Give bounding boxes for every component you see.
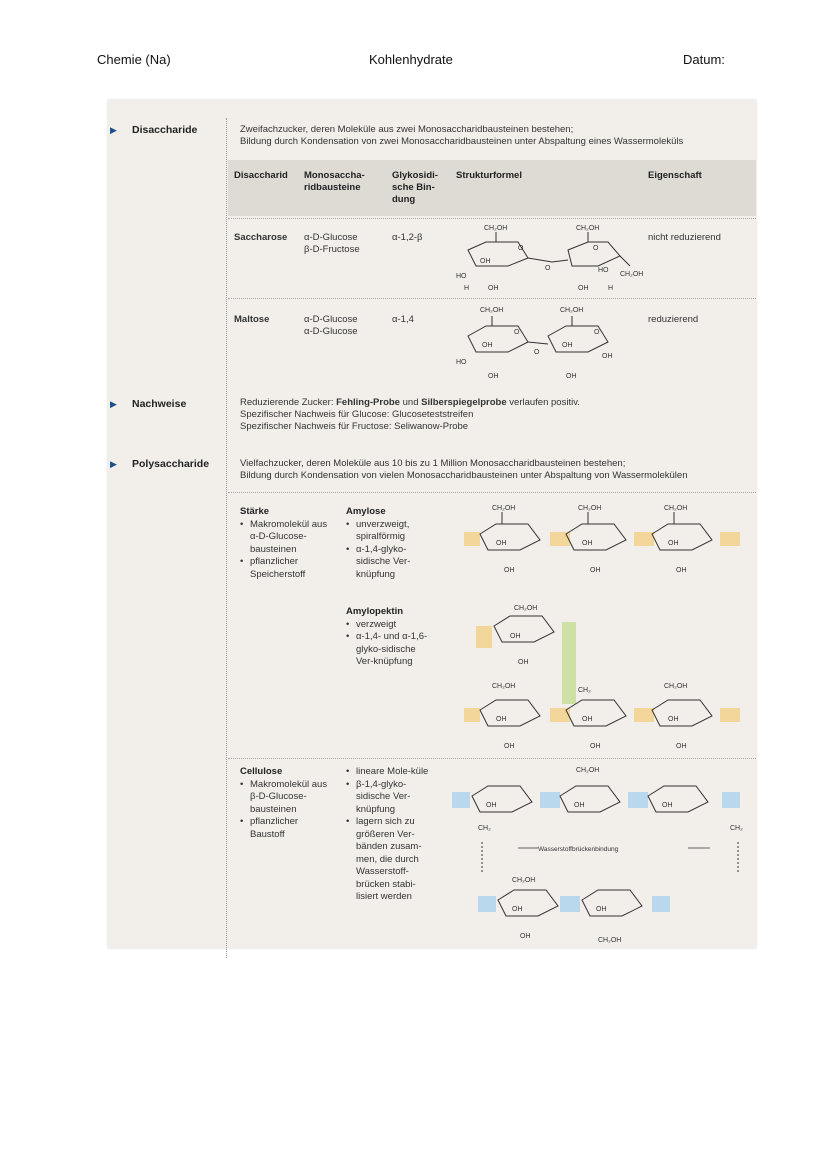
alpha-link-highlight [550,532,570,546]
ring-oxygen: O [518,245,524,252]
ch2oh-label: CH₂OH [492,683,516,690]
ch2oh-label: CH₂OH [484,225,508,232]
ch2oh-label: CH₂OH [480,307,504,314]
nachweise-line2: Spezifischer Nachweis für Glucose: Glucoseteststreifen [240,409,474,420]
beta-link-highlight [540,792,560,808]
header-subject: Chemie (Na) [97,52,171,67]
table-row-divider [228,218,756,219]
oh-label: OH [488,285,499,292]
cellulose-item: • pflanzlicher Baustoff [250,816,332,841]
beta-link-highlight [478,896,496,912]
hbond-label: Wasserstoffbrückenbindung [538,846,619,853]
oh-label: OH [496,716,507,723]
nachweise-text [240,397,580,433]
amylose-item: • α-1,4-glyko-sidische Ver-knüpfung [356,544,432,582]
oh-label: OH [488,373,499,380]
oh-label: OH [574,802,585,809]
oh-label: OH [590,567,601,574]
oh-label: OH [520,933,531,940]
oh-label: OH [662,802,673,809]
amylopektin-item: • α-1,4- und α-1,6-glyko-sidische Ver-knüpfung [356,631,432,669]
fehling-probe: Fehling-Probe [336,397,400,408]
amylopektin-block [346,606,432,669]
nachweise-label-text: Nachweise [132,398,187,410]
bullet-icon: ▶ [110,399,117,409]
row-saccharose-bond: α-1,2-β [392,232,423,243]
maltose-name: Maltose [234,314,270,325]
table-row-divider [228,298,756,299]
ch2oh-label: CH₂OH [576,767,600,774]
col-glyk-c: dung [392,194,416,205]
oh-label: OH [582,540,593,547]
amylose-title: Amylose [346,506,386,517]
col-glykosidisch [392,170,438,206]
alpha-link-highlight [464,532,480,546]
row-saccharose-name [234,232,287,244]
maltose-baustein-2: α-D-Glucose [304,326,358,337]
oh-label: OH [562,342,573,349]
alpha-link-highlight [476,626,492,648]
col-glyk-a: Glykosidi- [392,170,438,181]
saccharose-baustein-1: α-D-Glucose [304,232,358,243]
amylose-block [346,506,432,581]
staerke-title: Stärke [240,506,270,517]
alpha-link-highlight [550,708,570,722]
nachweise-line1 [240,397,580,409]
disaccharide-intro-line1: Zweifachzucker, deren Moleküle aus zwei Monosaccharidbausteinen bestehen; [240,124,574,135]
amylopektin-structure [458,596,756,756]
bullet-icon: ▶ [110,125,117,135]
staerke-item: • pflanzlicher Speicherstoff [250,556,332,581]
section-divider [228,492,756,493]
disaccharide-label-text: Disaccharide [132,124,198,136]
oh-label: OH [582,716,593,723]
ch2oh-label: CH₂OH [576,225,600,232]
vertical-divider [226,118,227,958]
beta-link-highlight [652,896,670,912]
oh-label: OH [480,258,491,265]
ring-oxygen: O [593,245,599,252]
oh-label: OH [512,906,523,913]
ch2oh-label: CH₂OH [664,505,688,512]
saccharose-baustein-2: β-D-Fructose [304,244,360,255]
amylose-structure [458,500,756,578]
oh-label: OH [504,567,515,574]
oh-label: OH [602,353,613,360]
nachweise-line1-suffix: verlaufen positiv. [506,397,580,408]
amylopektin-title: Amylopektin [346,606,404,617]
section-divider [228,758,756,759]
oh-label: OH [668,716,679,723]
nachweise-line3: Spezifischer Nachweis für Fructose: Seliwanow-Probe [240,421,469,432]
ch2-label: CH₂ [578,687,591,694]
ch2oh-label: CH₂OH [620,271,644,278]
silberspiegelprobe: Silberspiegelprobe [421,397,507,408]
col-strukturformel: Strukturformel [456,170,522,181]
oh-label: OH [676,567,687,574]
polysaccharide-label-text: Polysaccharide [132,458,210,470]
oh-label: OH [668,540,679,547]
disaccharide-intro [240,124,683,148]
branch-link-highlight [562,622,576,704]
maltose-structure [448,302,648,392]
ch2-label: CH₂ [730,825,743,832]
col-glyk-b: sche Bin- [392,182,435,193]
row-maltose-bond: α-1,4 [392,314,414,325]
textbook-page [108,100,756,948]
oh-label: OH [510,633,521,640]
row-saccharose-property: nicht reduzierend [648,232,721,243]
nachweise-line1-mid: und [399,397,422,408]
saccharose-name: Saccharose [234,232,288,243]
alpha-link-highlight [720,708,740,722]
ho-label: HO [456,273,467,280]
alpha-link-highlight [634,532,654,546]
staerke-item: • Makromolekül aus α-D-Glucose-bausteinen [250,519,332,557]
h-label: H [608,285,614,292]
alpha-link-highlight [634,708,654,722]
section-polysaccharide-label [110,458,210,470]
beta-link-highlight [452,792,470,808]
bridge-oxygen: O [534,349,540,356]
ch2oh-label: CH₂OH [560,307,584,314]
col-eigenschaft: Eigenschaft [648,170,702,181]
col-disaccharid: Disaccharid [234,170,288,181]
cellulose-title: Cellulose [240,766,283,777]
cellulose-prop: • β-1,4-glyko-sidische Ver-knüpfung [356,779,432,817]
header-topic: Kohlenhydrate [369,52,453,67]
oh-label: OH [518,659,529,666]
ch2oh-label: CH₂OH [492,505,516,512]
ch2oh-label: CH₂OH [664,683,688,690]
section-nachweise-label [110,398,187,410]
oh-label: OH [578,285,589,292]
cellulose-structure [448,762,754,946]
ch2oh-label: CH₂OH [598,937,622,944]
row-maltose-property: reduzierend [648,314,699,325]
cellulose-block [240,766,332,841]
header-date: Datum: [683,52,725,67]
h-label: H [464,285,470,292]
oh-label: OH [566,373,577,380]
oh-label: OH [596,906,607,913]
bullet-icon: ▶ [110,459,117,469]
beta-link-highlight [628,792,648,808]
bridge-oxygen: O [545,265,551,272]
ch2oh-label: CH₂OH [578,505,602,512]
polysaccharide-intro [240,458,688,482]
ch2-label: CH₂ [478,825,491,832]
ch2oh-label: CH₂OH [512,877,536,884]
ch2oh-label: CH₂OH [514,605,538,612]
ho-label: HO [456,359,467,366]
oh-label: OH [676,743,687,750]
staerke-block [240,506,332,581]
alpha-link-highlight [720,532,740,546]
polysaccharide-intro-line2: Bildung durch Kondensation von vielen Monosaccharidbausteinen unter Abspaltung von Wassermolekülen [240,470,688,481]
row-maltose-bausteine [304,314,358,338]
oh-label: OH [496,540,507,547]
oh-label: OH [486,802,497,809]
beta-link-highlight [560,896,580,912]
ring-oxygen: O [594,329,600,336]
cellulose-prop: • lineare Mole-küle [356,766,432,779]
alpha-link-highlight [464,708,480,722]
disaccharide-intro-line2: Bildung durch Kondensation von zwei Monosaccharidbausteinen unter Abspaltung eines Wassermoleküls [240,136,684,147]
section-disaccharide-label [110,124,198,136]
col-monosaccharid [304,170,365,194]
ho-label: HO [598,267,609,274]
col-mono-a: Monosaccha- [304,170,365,181]
oh-label: OH [482,342,493,349]
polysaccharide-intro-line1: Vielfachzucker, deren Moleküle aus 10 bis zu 1 Million Monosaccharidbausteinen bestehen; [240,458,626,469]
amylose-item: • unverzweigt, spiralförmig [356,519,432,544]
row-saccharose-bausteine [304,232,360,256]
beta-link-highlight [722,792,740,808]
maltose-baustein-1: α-D-Glucose [304,314,358,325]
oh-label: OH [504,743,515,750]
col-mono-b: ridbausteine [304,182,361,193]
amylopektin-item: • verzweigt [356,619,432,632]
cellulose-props-block [346,766,432,904]
cellulose-item: • Makromolekül aus β-D-Glucose-bausteinen [250,779,332,817]
cellulose-prop: • lagern sich zu größeren Ver-bänden zusam-men, die durch Wasserstoff-brücken stabi-lisiert werden [356,816,432,904]
row-maltose-name [234,314,269,326]
ring-oxygen: O [514,329,520,336]
nachweise-line1-prefix: Reduzierende Zucker: [240,397,337,408]
saccharose-structure [448,220,648,298]
oh-label: OH [590,743,601,750]
